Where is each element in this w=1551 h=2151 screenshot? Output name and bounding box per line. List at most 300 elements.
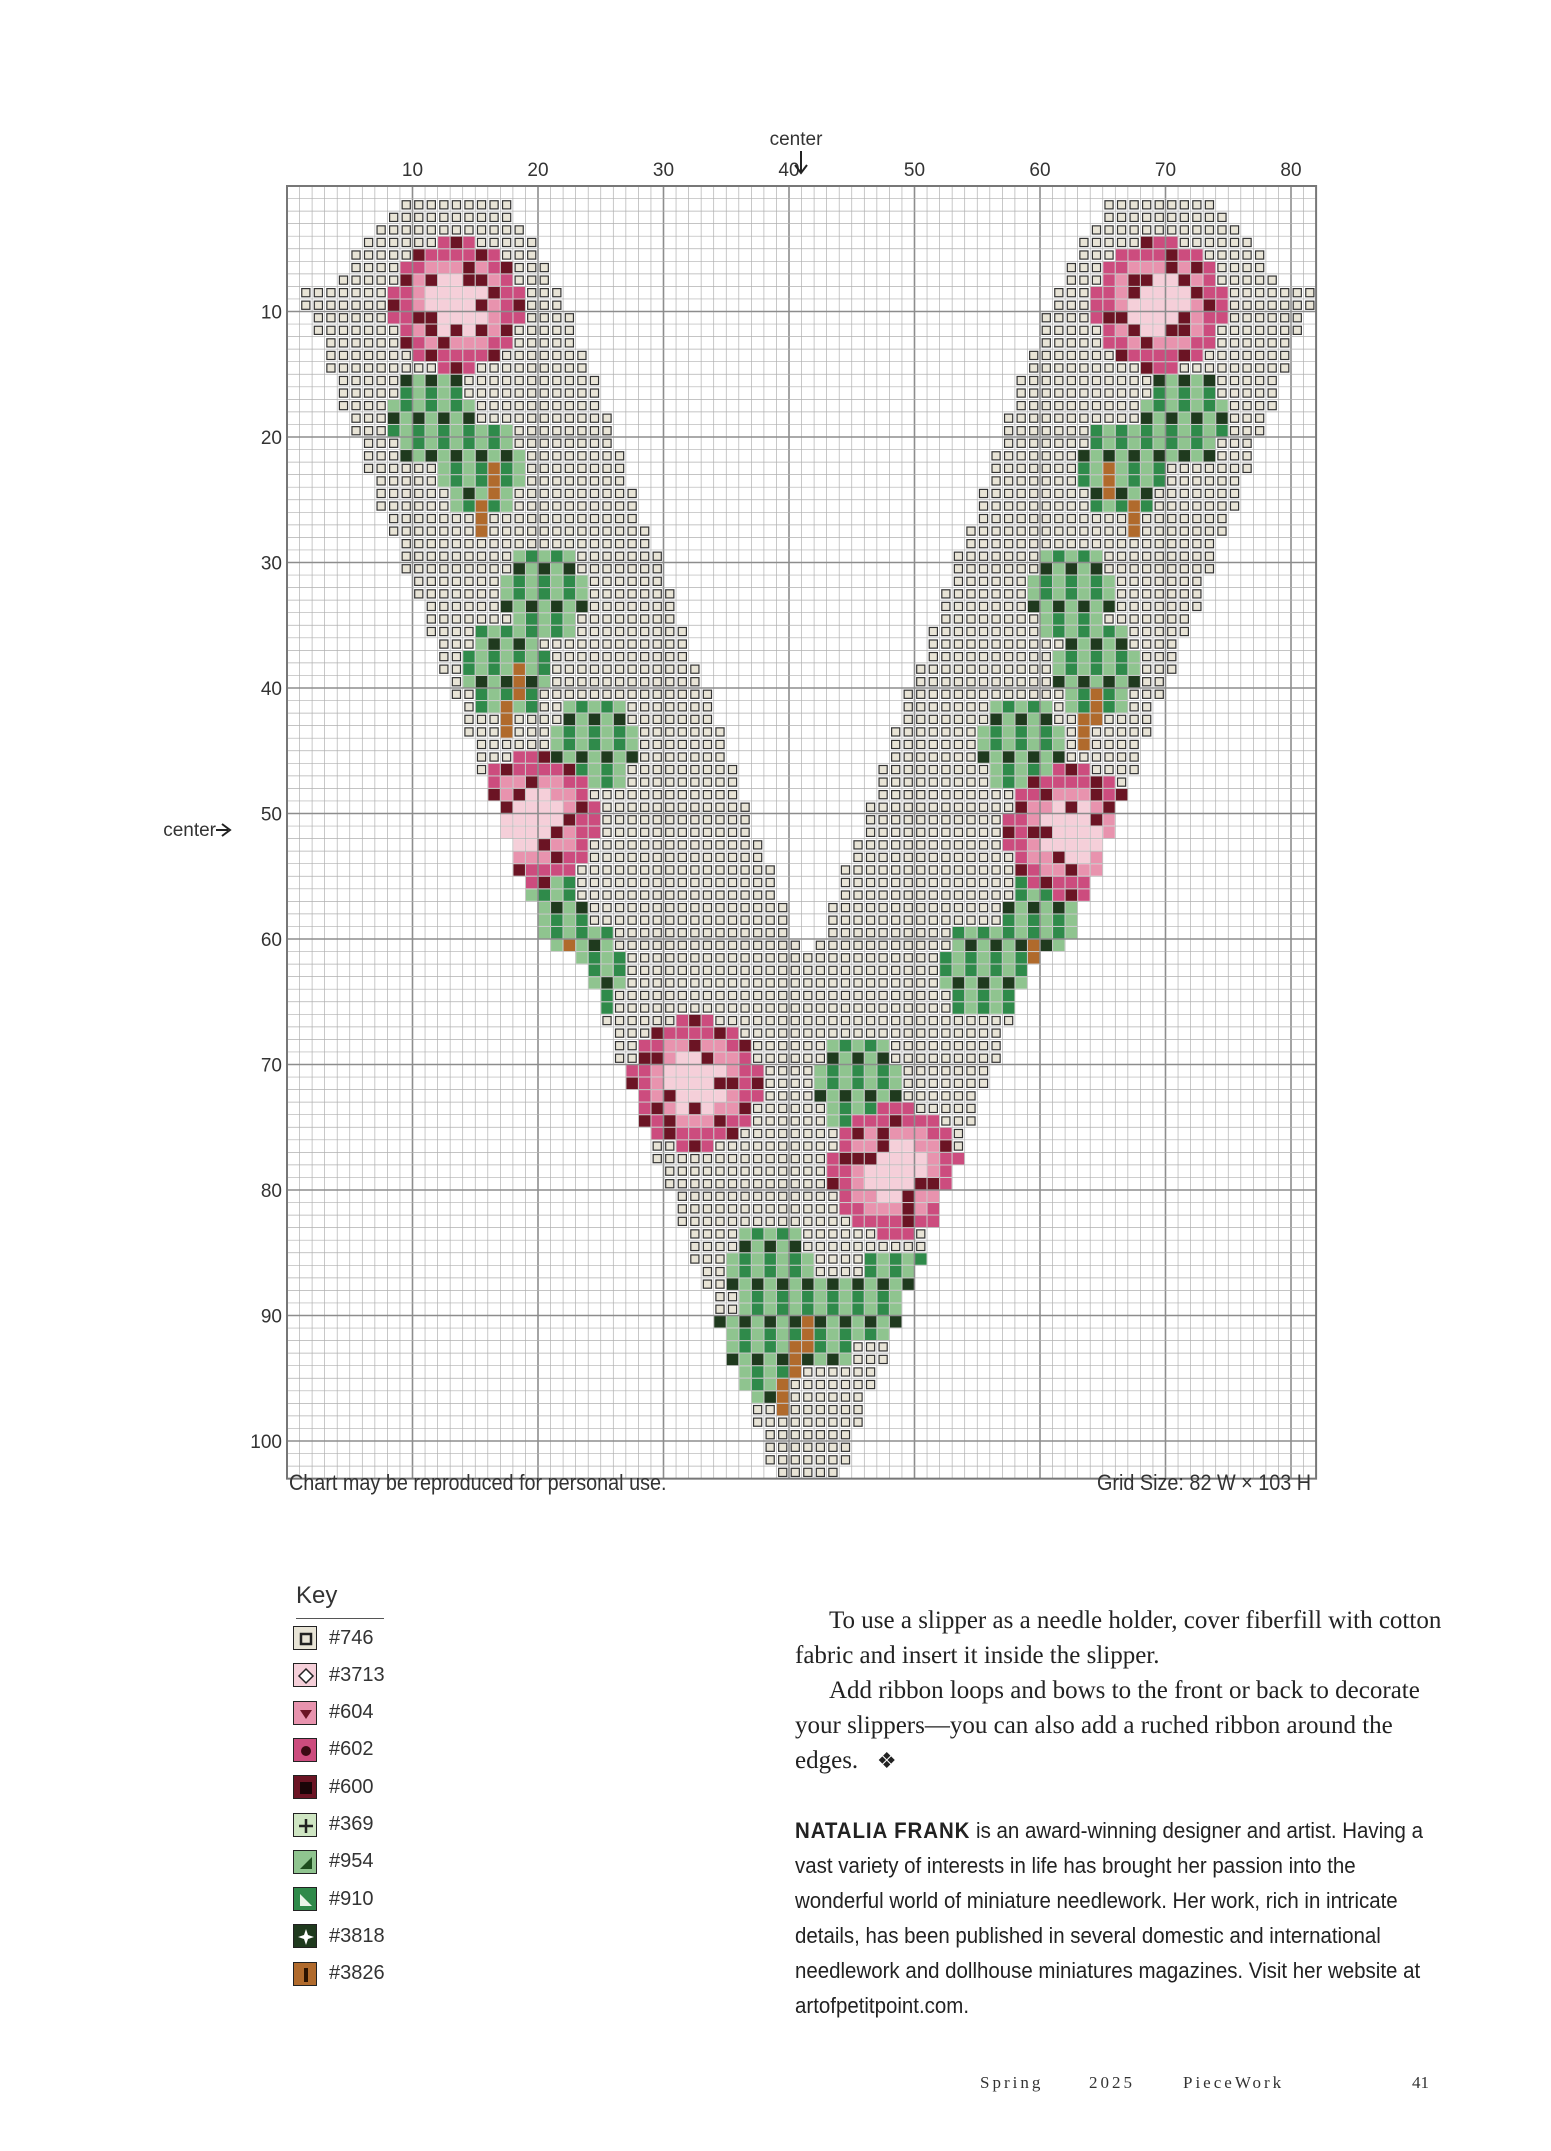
stitch-cell bbox=[840, 1303, 852, 1315]
stitch-cell bbox=[1218, 213, 1226, 221]
stitch-cell bbox=[501, 676, 513, 688]
stitch-cell bbox=[754, 1054, 762, 1062]
stitch-cell bbox=[703, 904, 711, 912]
stitch-cell bbox=[1066, 914, 1078, 926]
stitch-cell bbox=[1230, 226, 1238, 234]
stitch-cell bbox=[1041, 726, 1053, 738]
stitch-cell bbox=[739, 1341, 751, 1353]
stitch-cell bbox=[841, 1029, 849, 1037]
stitch-cell bbox=[691, 841, 699, 849]
stitch-cell bbox=[691, 878, 699, 886]
stitch-cell bbox=[841, 1443, 849, 1451]
stitch-cell bbox=[1205, 251, 1213, 259]
stitch-cell bbox=[840, 1341, 852, 1353]
stitch-cell bbox=[402, 364, 410, 372]
stitch-cell bbox=[1028, 852, 1040, 864]
stitch-cell bbox=[390, 452, 398, 460]
stitch-cell bbox=[954, 1092, 962, 1100]
stitch-cell bbox=[1005, 602, 1013, 610]
stitch-cell bbox=[1015, 776, 1027, 788]
stitch-cell bbox=[840, 1140, 852, 1152]
stitch-cell bbox=[390, 364, 398, 372]
stitch-cell bbox=[917, 866, 925, 874]
stitch-cell bbox=[852, 1191, 864, 1203]
stitch-cell bbox=[942, 615, 950, 623]
stitch-cell bbox=[779, 1117, 787, 1125]
stitch-cell bbox=[790, 1366, 802, 1378]
stitch-cell bbox=[365, 339, 373, 347]
stitch-cell bbox=[528, 364, 536, 372]
stitch-cell bbox=[929, 1029, 937, 1037]
stitch-cell bbox=[565, 427, 573, 435]
stitch-cell bbox=[904, 753, 912, 761]
stitch-cell bbox=[739, 1291, 751, 1303]
stitch-cell bbox=[890, 1191, 902, 1203]
stitch-cell bbox=[1166, 412, 1178, 424]
stitch-cell bbox=[1130, 615, 1138, 623]
stitch-cell bbox=[576, 601, 588, 613]
stitch-cell bbox=[902, 1203, 914, 1215]
stitch-cell bbox=[400, 299, 412, 311]
stitch-cell bbox=[1204, 287, 1216, 299]
stitch-cell bbox=[589, 827, 601, 839]
stitch-cell bbox=[1030, 653, 1038, 661]
stitch-cell bbox=[1103, 337, 1115, 349]
stitch-cell bbox=[967, 803, 975, 811]
stitch-cell bbox=[954, 653, 962, 661]
stitch-cell bbox=[540, 427, 548, 435]
stitch-cell bbox=[463, 412, 475, 424]
stitch-cell bbox=[664, 1027, 676, 1039]
stitch-cell bbox=[365, 289, 373, 297]
stitch-cell bbox=[689, 1128, 701, 1140]
stitch-cell bbox=[564, 814, 576, 826]
stitch-cell bbox=[666, 1155, 674, 1163]
stitch-cell bbox=[804, 1431, 812, 1439]
stitch-cell bbox=[929, 1104, 937, 1112]
stitch-cell bbox=[1078, 576, 1090, 588]
stitch-cell bbox=[1205, 351, 1213, 359]
stitch-cell bbox=[1091, 814, 1103, 826]
stitch-cell bbox=[716, 753, 724, 761]
stitch-cell bbox=[515, 364, 523, 372]
stitch-cell bbox=[1243, 314, 1251, 322]
stitch-cell bbox=[827, 1291, 839, 1303]
stitch-cell bbox=[1066, 801, 1078, 813]
stitch-cell bbox=[578, 364, 586, 372]
stitch-cell bbox=[940, 1153, 952, 1165]
stitch-cell bbox=[1103, 814, 1115, 826]
stitch-cell bbox=[904, 803, 912, 811]
stitch-cell bbox=[929, 954, 937, 962]
stitch-cell bbox=[465, 602, 473, 610]
stitch-cell bbox=[653, 678, 661, 686]
stitch-cell bbox=[1193, 226, 1201, 234]
stitch-cell bbox=[1078, 638, 1090, 650]
stitch-cell bbox=[628, 665, 636, 673]
stitch-cell bbox=[917, 1230, 925, 1238]
stitch-cell bbox=[452, 527, 460, 535]
stitch-cell bbox=[528, 301, 536, 309]
stitch-cell bbox=[904, 929, 912, 937]
stitch-cell bbox=[703, 1167, 711, 1175]
stitch-cell bbox=[967, 828, 975, 836]
stitch-cell bbox=[641, 653, 649, 661]
stitch-cell bbox=[327, 351, 335, 359]
stitch-cell bbox=[1078, 701, 1090, 713]
stitch-cell bbox=[465, 226, 473, 234]
stitch-cell bbox=[526, 701, 538, 713]
stitch-cell bbox=[526, 776, 538, 788]
stitch-cell bbox=[791, 941, 799, 949]
stitch-cell bbox=[791, 1129, 799, 1137]
stitch-cell bbox=[854, 1029, 862, 1037]
stitch-cell bbox=[739, 1241, 751, 1253]
stitch-cell bbox=[616, 991, 624, 999]
stitch-cell bbox=[929, 678, 937, 686]
stitch-cell bbox=[540, 703, 548, 711]
stitch-cell bbox=[539, 764, 551, 776]
stitch-cell bbox=[438, 450, 450, 462]
stitch-cell bbox=[1030, 615, 1038, 623]
stitch-cell bbox=[904, 1079, 912, 1087]
stitch-cell bbox=[703, 803, 711, 811]
stitch-cell bbox=[703, 703, 711, 711]
stitch-cell bbox=[829, 1393, 837, 1401]
stitch-cell bbox=[1091, 801, 1103, 813]
stitch-cell bbox=[790, 1278, 802, 1290]
stitch-cell bbox=[1003, 952, 1015, 964]
stitch-cell bbox=[476, 676, 488, 688]
stitch-cell bbox=[1028, 764, 1040, 776]
stitch-cell bbox=[716, 979, 724, 987]
stitch-cell bbox=[1243, 414, 1251, 422]
stitch-cell bbox=[513, 814, 525, 826]
stitch-cell bbox=[677, 1090, 689, 1102]
stitch-cell bbox=[603, 577, 611, 585]
stitch-cell bbox=[829, 1217, 837, 1225]
stitch-cell bbox=[1066, 852, 1078, 864]
stitch-cell bbox=[979, 615, 987, 623]
stitch-cell bbox=[1130, 552, 1138, 560]
column-label: 40 bbox=[778, 160, 800, 181]
stitch-cell bbox=[451, 337, 463, 349]
stitch-cell bbox=[390, 264, 398, 272]
stitch-cell bbox=[1003, 764, 1015, 776]
stitch-cell bbox=[589, 927, 601, 939]
stitch-cell bbox=[741, 828, 749, 836]
column-label: 70 bbox=[1154, 160, 1177, 181]
stitch-cell bbox=[1193, 577, 1201, 585]
stitch-cell bbox=[1030, 502, 1038, 510]
stitch-cell bbox=[1118, 740, 1126, 748]
stitch-cell bbox=[1028, 839, 1040, 851]
stitch-cell bbox=[1168, 213, 1176, 221]
stitch-cell bbox=[590, 389, 598, 397]
stitch-cell bbox=[827, 1329, 839, 1341]
stitch-cell bbox=[917, 690, 925, 698]
stitch-cell bbox=[854, 878, 862, 886]
stitch-cell bbox=[1105, 615, 1113, 623]
stitch-cell bbox=[766, 891, 774, 899]
stitch-cell bbox=[867, 1343, 875, 1351]
stitch-cell bbox=[578, 452, 586, 460]
stitch-cell bbox=[415, 577, 423, 585]
stitch-cell bbox=[1017, 402, 1025, 410]
stitch-cell bbox=[576, 751, 588, 763]
stitch-cell bbox=[953, 927, 965, 939]
stitch-cell bbox=[616, 552, 624, 560]
stitch-cell bbox=[365, 464, 373, 472]
stitch-cell bbox=[754, 853, 762, 861]
stitch-cell bbox=[967, 1117, 975, 1125]
stitch-cell bbox=[526, 827, 538, 839]
stitch-cell bbox=[992, 665, 1000, 673]
stitch-cell bbox=[1042, 439, 1050, 447]
stitch-cell bbox=[892, 753, 900, 761]
stitch-cell bbox=[979, 552, 987, 560]
stitch-cell bbox=[965, 1002, 977, 1014]
stitch-cell bbox=[501, 312, 513, 324]
stitch-cell bbox=[678, 640, 686, 648]
column-axis-labels bbox=[402, 160, 1302, 181]
stitch-cell bbox=[1015, 701, 1027, 713]
stitch-cell bbox=[603, 904, 611, 912]
stitch-cell bbox=[727, 1115, 739, 1127]
stitch-cell bbox=[929, 740, 937, 748]
stitch-cell bbox=[979, 489, 987, 497]
triangle-corner-alt-icon bbox=[293, 1887, 317, 1911]
stitch-cell bbox=[879, 1242, 887, 1250]
stitch-cell bbox=[666, 665, 674, 673]
stitch-cell bbox=[1066, 638, 1078, 650]
stitch-cell bbox=[967, 715, 975, 723]
stitch-cell bbox=[1116, 450, 1128, 462]
stitch-cell bbox=[992, 565, 1000, 573]
stitch-cell bbox=[877, 1316, 889, 1328]
stitch-cell bbox=[1091, 500, 1103, 512]
stitch-cell bbox=[1218, 452, 1226, 460]
stitch-cell bbox=[653, 941, 661, 949]
stitch-cell bbox=[741, 966, 749, 974]
stitch-cell bbox=[603, 1017, 611, 1025]
stitch-cell bbox=[1067, 527, 1075, 535]
stitch-cell bbox=[867, 1029, 875, 1037]
stitch-cell bbox=[779, 991, 787, 999]
stitch-cell bbox=[1091, 626, 1103, 638]
stitch-cell bbox=[904, 1067, 912, 1075]
stitch-cell bbox=[816, 1054, 824, 1062]
stitch-cell bbox=[829, 929, 837, 937]
stitch-cell bbox=[539, 789, 551, 801]
stitch-cell bbox=[990, 990, 1002, 1002]
stitch-cell bbox=[501, 325, 513, 337]
stitch-cell bbox=[440, 615, 448, 623]
stitch-cell bbox=[942, 778, 950, 786]
stitch-cell bbox=[1193, 489, 1201, 497]
stitch-cell bbox=[779, 904, 787, 912]
stitch-cell bbox=[1180, 364, 1188, 372]
stitch-cell bbox=[1191, 274, 1203, 286]
stitch-cell bbox=[465, 389, 473, 397]
stitch-cell bbox=[476, 525, 488, 537]
stitch-cell bbox=[1116, 689, 1128, 701]
stitch-cell bbox=[488, 287, 500, 299]
stitch-cell bbox=[967, 1054, 975, 1062]
stitch-cell bbox=[892, 766, 900, 774]
stitch-cell bbox=[388, 425, 400, 437]
stitch-cell bbox=[752, 1379, 764, 1391]
stitch-cell bbox=[917, 954, 925, 962]
stitch-cell bbox=[1155, 678, 1163, 686]
stitch-cell bbox=[804, 1418, 812, 1426]
stitch-cell bbox=[1055, 389, 1063, 397]
footer-year: 2025 bbox=[1089, 2073, 1135, 2092]
stitch-cell bbox=[865, 1329, 877, 1341]
stitch-cell bbox=[1130, 590, 1138, 598]
stitch-cell bbox=[477, 753, 485, 761]
stitch-cell bbox=[1116, 651, 1128, 663]
stitch-cell bbox=[1078, 563, 1090, 575]
stitch-cell bbox=[402, 201, 410, 209]
stitch-cell bbox=[666, 991, 674, 999]
stitch-cell bbox=[578, 389, 586, 397]
stitch-cell bbox=[703, 1242, 711, 1250]
stitch-cell bbox=[377, 376, 385, 384]
stitch-cell bbox=[979, 565, 987, 573]
stitch-cell bbox=[540, 464, 548, 472]
stitch-cell bbox=[1030, 527, 1038, 535]
stitch-cell bbox=[978, 940, 990, 952]
stitch-cell bbox=[1055, 314, 1063, 322]
stitch-cell bbox=[954, 728, 962, 736]
stitch-cell bbox=[727, 1027, 739, 1039]
stitch-cell bbox=[1015, 889, 1027, 901]
stitch-cell bbox=[641, 590, 649, 598]
stitch-cell bbox=[477, 565, 485, 573]
stitch-cell bbox=[678, 891, 686, 899]
stitch-cell bbox=[1179, 350, 1191, 362]
stitch-cell bbox=[766, 991, 774, 999]
stitch-cell bbox=[551, 814, 563, 826]
stitch-cell bbox=[1179, 412, 1191, 424]
stitch-cell bbox=[390, 251, 398, 259]
stitch-cell bbox=[1168, 464, 1176, 472]
stitch-cell bbox=[1105, 552, 1113, 560]
stitch-cell bbox=[365, 402, 373, 410]
stitch-cell bbox=[1130, 213, 1138, 221]
stitch-cell bbox=[852, 1153, 864, 1165]
stitch-cell bbox=[451, 362, 463, 374]
stitch-cell bbox=[703, 778, 711, 786]
stitch-cell bbox=[477, 577, 485, 585]
stitch-cell bbox=[929, 1054, 937, 1062]
stitch-cell bbox=[942, 904, 950, 912]
stitch-cell bbox=[804, 1129, 812, 1137]
stitch-cell bbox=[829, 1418, 837, 1426]
stitch-cell bbox=[979, 878, 987, 886]
stitch-cell bbox=[992, 690, 1000, 698]
stitch-cell bbox=[766, 1167, 774, 1175]
stitch-cell bbox=[816, 991, 824, 999]
stitch-cell bbox=[741, 866, 749, 874]
stitch-cell bbox=[917, 778, 925, 786]
stitch-cell bbox=[852, 1165, 864, 1177]
stitch-cell bbox=[1153, 475, 1165, 487]
stitch-cell bbox=[513, 463, 525, 475]
stitch-cell bbox=[1092, 728, 1100, 736]
stitch-cell bbox=[1116, 325, 1128, 337]
stitch-cell bbox=[791, 1393, 799, 1401]
stitch-cell bbox=[426, 425, 438, 437]
stitch-cell bbox=[377, 301, 385, 309]
stitch-cell bbox=[691, 929, 699, 937]
stitch-cell bbox=[678, 715, 686, 723]
stitch-cell bbox=[1155, 502, 1163, 510]
stitch-cell bbox=[1053, 814, 1065, 826]
stitch-cell bbox=[601, 739, 613, 751]
stitch-cell bbox=[804, 1155, 812, 1163]
stitch-cell bbox=[603, 477, 611, 485]
stitch-cell bbox=[992, 627, 1000, 635]
stitch-cell bbox=[716, 941, 724, 949]
stitch-cell bbox=[1105, 527, 1113, 535]
stitch-cell bbox=[528, 540, 536, 548]
stitch-cell bbox=[1143, 226, 1151, 234]
stitch-cell bbox=[641, 991, 649, 999]
stitch-cell bbox=[1130, 376, 1138, 384]
stitch-cell bbox=[1143, 213, 1151, 221]
stitch-cell bbox=[1091, 550, 1103, 562]
stitch-cell bbox=[664, 1103, 676, 1115]
stitch-cell bbox=[352, 351, 360, 359]
stitch-cell bbox=[488, 299, 500, 311]
stitch-cell bbox=[526, 889, 538, 901]
stitch-cell bbox=[1030, 402, 1038, 410]
stitch-cell bbox=[979, 828, 987, 836]
stitch-cell bbox=[703, 1205, 711, 1213]
stitch-cell bbox=[791, 1142, 799, 1150]
stitch-cell bbox=[840, 1291, 852, 1303]
stitch-cell bbox=[565, 540, 573, 548]
stitch-cell bbox=[979, 1042, 987, 1050]
stitch-cell bbox=[641, 577, 649, 585]
stitch-cell bbox=[992, 540, 1000, 548]
stitch-cell bbox=[515, 414, 523, 422]
stitch-cell bbox=[678, 1180, 686, 1188]
stitch-cell bbox=[1017, 602, 1025, 610]
stitch-cell bbox=[1080, 326, 1088, 334]
key-item-label: #910 bbox=[329, 1887, 374, 1910]
stitch-cell bbox=[1180, 477, 1188, 485]
stitch-cell bbox=[841, 954, 849, 962]
stitch-cell bbox=[678, 678, 686, 686]
stitch-cell bbox=[1041, 714, 1053, 726]
stitch-cell bbox=[829, 1017, 837, 1025]
stitch-cell bbox=[1103, 312, 1115, 324]
stitch-cell bbox=[1128, 500, 1140, 512]
stitch-cell bbox=[703, 841, 711, 849]
stitch-cell bbox=[628, 540, 636, 548]
stitch-cell bbox=[1041, 827, 1053, 839]
stitch-cell bbox=[929, 1079, 937, 1087]
stitch-cell bbox=[879, 966, 887, 974]
stitch-cell bbox=[827, 1354, 839, 1366]
stitch-cell bbox=[754, 1205, 762, 1213]
stitch-cell bbox=[653, 753, 661, 761]
stitch-cell bbox=[841, 1393, 849, 1401]
stitch-cell bbox=[641, 791, 649, 799]
